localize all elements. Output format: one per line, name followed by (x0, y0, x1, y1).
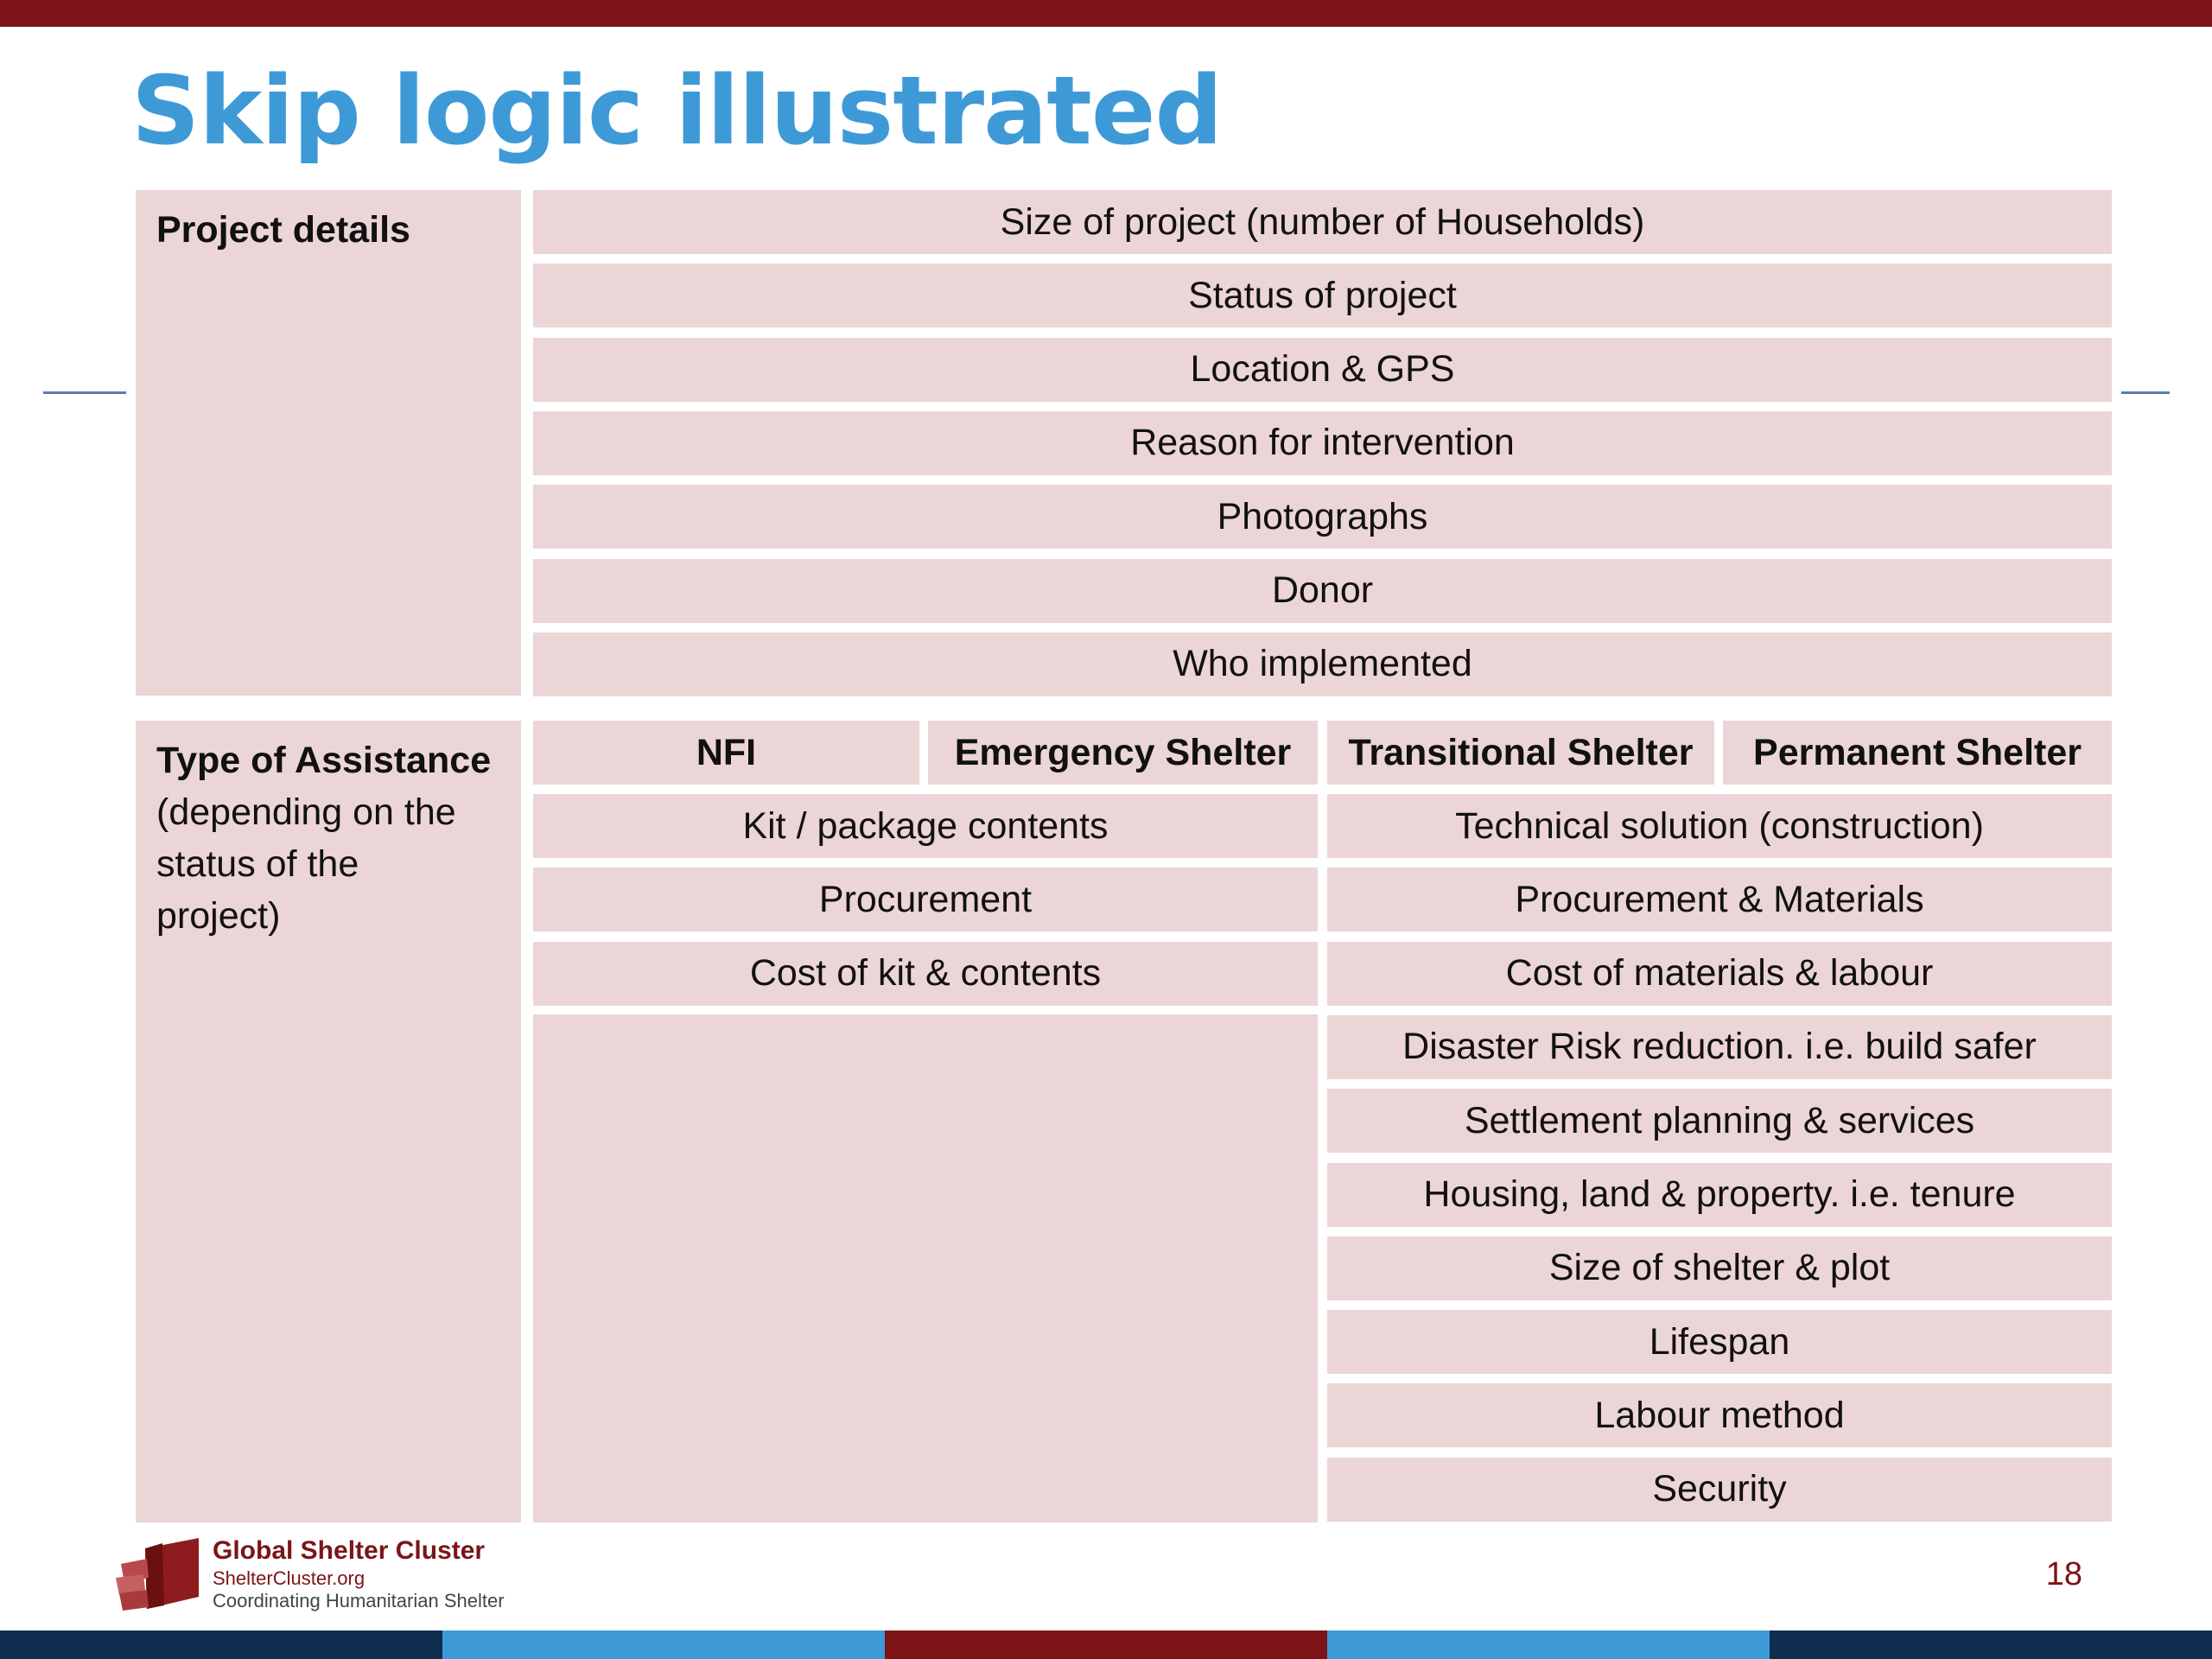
project-detail-row: Status of project (533, 264, 2112, 327)
bottom-bar-segment (0, 1630, 442, 1659)
assistance-label-cell (136, 721, 521, 1522)
bottom-bar-segment (442, 1630, 885, 1659)
transitional-permanent-row: Labour method (1327, 1383, 2112, 1447)
transitional-permanent-row: Housing, land & property. i.e. tenure (1327, 1163, 2112, 1227)
org-url: ShelterCluster.org (213, 1567, 365, 1589)
project-details-label-cell (136, 190, 521, 696)
top-accent-bar (0, 0, 2212, 27)
project-detail-row: Reason for intervention (533, 411, 2112, 475)
project-details-label: Project details (156, 209, 410, 251)
nfi-emergency-row: Cost of kit & contents (533, 942, 1318, 1006)
transitional-permanent-row: Procurement & Materials (1327, 868, 2112, 931)
project-detail-row: Donor (533, 559, 2112, 623)
transitional-permanent-row: Size of shelter & plot (1327, 1236, 2112, 1300)
transitional-permanent-row: Technical solution (construction) (1327, 794, 2112, 858)
nfi-emergency-empty-area (533, 1014, 1318, 1522)
transitional-permanent-row: Cost of materials & labour (1327, 942, 2112, 1006)
bottom-bar-segment (885, 1630, 1327, 1659)
transitional-permanent-row: Security (1327, 1458, 2112, 1522)
header-emergency-shelter: Emergency Shelter (928, 721, 1318, 785)
house-hand-logo-icon (112, 1533, 203, 1615)
org-tagline: Coordinating Humanitarian Shelter (213, 1590, 505, 1611)
bottom-color-bar (0, 1630, 2212, 1659)
bottom-bar-segment (1770, 1630, 2212, 1659)
transitional-permanent-row: Lifespan (1327, 1310, 2112, 1374)
org-name: Global Shelter Cluster (213, 1536, 486, 1565)
transitional-permanent-row: Settlement planning & services (1327, 1089, 2112, 1153)
nfi-emergency-row: Kit / package contents (533, 794, 1318, 858)
header-transitional-shelter: Transitional Shelter (1327, 721, 1714, 785)
project-detail-row: Location & GPS (533, 338, 2112, 402)
transitional-permanent-row: Disaster Risk reduction. i.e. build safer (1327, 1015, 2112, 1079)
assistance-sublabel: (depending on the status of the project) (156, 791, 456, 937)
project-detail-row: Photographs (533, 485, 2112, 549)
left-side-line (43, 391, 126, 394)
header-permanent-shelter: Permanent Shelter (1723, 721, 2112, 785)
nfi-emergency-row: Procurement (533, 868, 1318, 931)
assistance-label: Type of Assistance (156, 740, 492, 781)
slide-title: Skip logic illustrated (131, 55, 1223, 166)
right-side-line (2121, 391, 2170, 394)
bottom-bar-segment (1327, 1630, 1770, 1659)
page-number: 18 (2045, 1556, 2082, 1592)
project-detail-row: Who implemented (533, 632, 2112, 696)
project-detail-row: Size of project (number of Households) (533, 190, 2112, 254)
header-nfi: NFI (533, 721, 919, 785)
